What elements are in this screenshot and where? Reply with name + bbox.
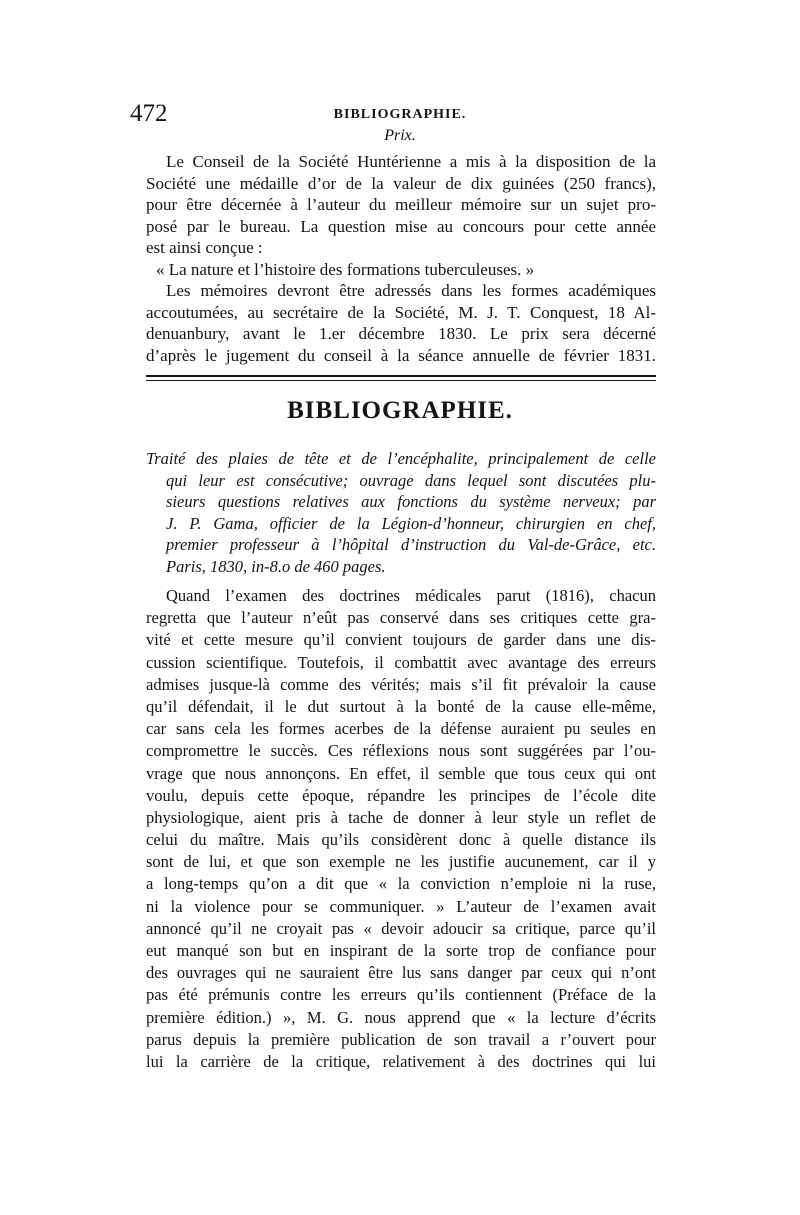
body-line: vrage que nous annonçons. En effet, il semble que tous ceux qui ont — [146, 763, 656, 783]
body-line: regretta que l’auteur n’eût pas conservé dans ses critiques cette gra- — [146, 608, 656, 628]
reference-line: qui leur est consécutive; ouvrage dans lequel sont discutées plu- — [166, 470, 656, 490]
prize-line: Les mémoires devront être adressés dans les formes académiques — [166, 281, 656, 300]
body-line: vité et cette mesure qu’il convient toujours de garder dans une dis- — [146, 630, 656, 650]
body-line: admises jusque-là comme des vérités; mais s’il fit prévaloir la cause — [146, 674, 656, 694]
body-line: lui la carrière de la critique, relativement à des doctrines qui lui — [146, 1051, 656, 1071]
reference-line: Traité des plaies de tête et de l’encéphalite, principalement de celle — [146, 449, 656, 468]
body-line: voulu, depuis cette époque, répandre les principes de l’école dite — [146, 785, 656, 805]
body-line: cussion scientifique. Toutefois, il combattit avec avantage des erreurs — [146, 652, 656, 672]
body-line: eut manqué son but en inspirant de la sorte trop de confiance pour — [146, 941, 656, 960]
prize-topic-quote: « La nature et l’histoire des formations tuberculeuses. » — [156, 259, 535, 279]
prize-line: Société une médaille d’or de la valeur de dix guinées (250 francs), — [146, 173, 656, 193]
reference-line: Paris, 1830, in-8.o de 460 pages. — [166, 556, 386, 576]
prize-line: Le Conseil de la Société Huntérienne a mis à la disposition de la — [166, 152, 656, 171]
section-divider-thick — [146, 375, 656, 377]
prize-line: denuanbury, avant le 1.er décembre 1830. Le prix sera décerné — [146, 324, 656, 343]
body-line: sont de lui, et que son exemple ne les justifie aucunement, car il y — [146, 852, 656, 872]
body-line: parus depuis la première publication de son travail a r’ouvert pour — [146, 1029, 656, 1049]
body-line: compromettre le succès. Ces réflexions nous sont suggérées par l’ou- — [146, 741, 656, 761]
body-line: qu’il défendait, il le dut surtout à la bonté de la cause elle-même, — [146, 696, 656, 716]
body-line: Quand l’examen des doctrines médicales parut (1816), chacun — [166, 586, 656, 605]
body-line: a long-temps qu’on a dit que « la conviction n’emploie ni la ruse, — [146, 874, 656, 894]
body-line: première édition.) », M. G. nous apprend que « la lecture d’écrits — [146, 1007, 656, 1027]
body-line: celui du maître. Mais qu’ils considèrent donc à quelle distance ils — [146, 830, 656, 850]
prize-line: est ainsi conçue : — [146, 238, 263, 257]
prize-heading: Prix. — [384, 127, 416, 144]
body-line: physiologique, aient pris à tache de donner à leur style un reflet de — [146, 807, 656, 827]
prize-line: pour être décernée à l’auteur du meilleur mémoire sur un sujet pro- — [146, 195, 656, 214]
body-line: car sans cela les formes acerbes de la défense auraient pu seules en — [146, 719, 656, 739]
running-head: BIBLIOGRAPHIE. — [333, 107, 467, 122]
prize-line: accoutumées, au secrétaire de la Société, M. J. T. Conquest, 18 Al- — [146, 302, 656, 322]
body-line: pas été prémunis contre les erreurs qu’ils contiennent (Préface de la — [146, 985, 656, 1005]
body-line: annoncé qu’il ne croyait pas « devoir adoucir sa critique, parce qu’il — [146, 918, 656, 938]
review-body — [146, 585, 656, 1073]
prize-line: posé par le bureau. La question mise au concours pour cette année — [146, 216, 656, 236]
prize-line: d’après le jugement du conseil à la séance annuelle de février 1831. — [146, 345, 656, 365]
section-title: BIBLIOGRAPHIE. — [287, 397, 513, 424]
book-reference — [146, 448, 656, 577]
body-line: des ouvrages qui ne sauraient être lus sans danger par ceux qui n’ont — [146, 963, 656, 983]
page-number: 472 — [130, 100, 168, 127]
reference-line: sieurs questions relatives aux fonctions du système nerveux; par — [166, 492, 656, 511]
section-divider-thin — [146, 380, 656, 381]
body-line: ni la violence pour se communiquer. » L’auteur de l’examen avait — [146, 896, 656, 916]
prize-announcement — [146, 151, 656, 366]
reference-line: premier professeur à l’hôpital d’instruction du Val-de-Grâce, etc. — [166, 535, 656, 554]
reference-line: J. P. Gama, officier de la Légion-d’honneur, chirurgien en chef, — [166, 513, 656, 533]
